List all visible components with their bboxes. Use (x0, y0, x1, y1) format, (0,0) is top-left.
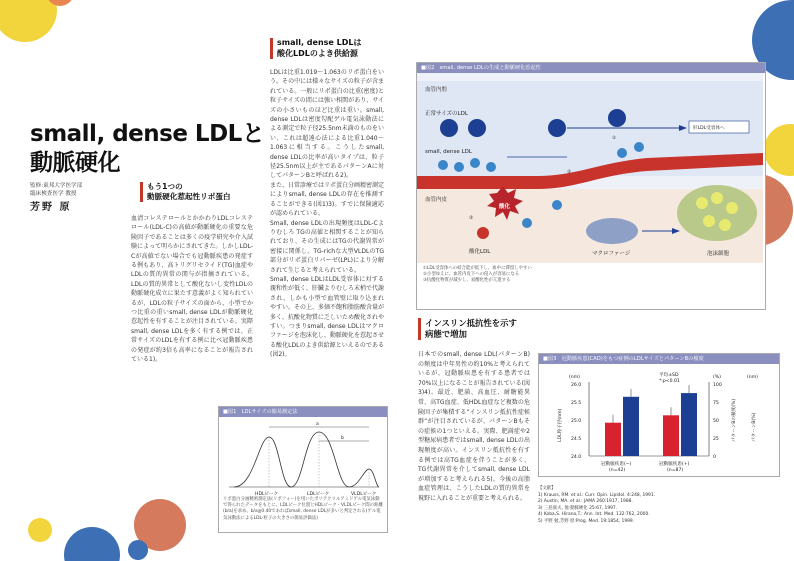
figure-2-step-2: ② (567, 170, 572, 175)
figure-3-legend-title: 平均±SD (659, 373, 679, 378)
figure-3-unit-left: (nm) (569, 375, 580, 380)
figure-1 (218, 406, 388, 533)
figure-3-bar (681, 393, 697, 456)
section2-paragraph-1: LDLは比重1.019〜1.063のリポ蛋白をいう。その中には様々なサイズの粒子が含まれている。一般にリポ蛋白の比重(密度)と粒子サイズの間には強い相関があり、サイズの小さいものほど比重は重い。small, dense LDLは密度勾配ゲル電気泳動法による測定で粒子径25.5nm未満のものをいい、これは超遠心法による比重1.040〜1.063に相当する。こうしたsmall, dense LDLの比率が高いタイプは、粒子径25.5nm以上が主であるパターンAに対してパターンBと呼ばれる2)。 (270, 69, 384, 180)
author-affiliation (30, 182, 150, 198)
section2-paragraph-3: Small, dense LDLの出現頻度はLDL-Cよりむしろ TGの高値と相関することが知られており、その生成にはTGの代謝異常が密接に関係し、TG-richな大型VLDLのTG部分がリポ蛋白リパーゼ(LPL)により分解されて生じると考えられている。 (270, 219, 384, 274)
figure-3-group-1-n: (n=42) (609, 468, 626, 473)
references (538, 486, 778, 526)
section1-body: 血清コレステロールとかかわりLDLコレステロール(LDL-C)の高値が動脈硬化の重要な危険因子であることは多くの疫学研究や介入試験によって明らかにされてきた。しかしLDL-Cが高値でない場合でも冠動脈疾患の発症する例もあり、高トリグリセライド(TG)血症やLDLの質的異常の関与が指摘されている。LDLの質的異常として酸化ないし変性LDLの動脈硬化成立に果たす意義がよく知られているが、LDLの粒子サイズの面から、小型でかつ比重の重いsmall, dense LDLが動脈硬化惹起性を有することが注目されている。実際small, dense LDLを多く有する例では、正常サイズのLDLを有する例に比べ冠動脈疾患の発症が約3倍も高率になることが報告されている1)。 (131, 215, 253, 364)
figure-2-normal-ldl-label: 正常サイズのLDL (425, 111, 468, 117)
figure-3-ylabel-left: LDL粒子径(nm) (558, 408, 563, 442)
figure-2-lumen-label: 血管内腔 (425, 87, 448, 93)
figure-3-ytick-left-2: 25.0 (571, 419, 582, 424)
figure-2-oxidation-label: 酸化 (499, 204, 511, 210)
figure-2-caption: ■図2 small, dense LDLの生成と動脈硬化惹起性 (417, 63, 765, 73)
reference-item: 4) Koba,S. Hirano,T.: Ann. Int. Med. 132:762, 2000. (538, 512, 650, 518)
figure-3-ytick-left-1: 25.5 (571, 401, 582, 406)
section3-heading-line-2: 病態で増加 (425, 329, 467, 339)
figure-3-ytick-left-4: 24.0 (571, 455, 582, 460)
figure-3-caption: ■図3 冠動脈疾患(CAD)をもつ症例のLDLサイズとパターンBの頻度 (539, 354, 779, 364)
figure-3-ytick-left-3: 24.5 (571, 437, 582, 442)
figure-3-unit-left-repeat: (nm) (747, 375, 758, 380)
reference-item: 2) Austin, MA. et al.: JAMA 260:1917, 1988. (538, 499, 633, 505)
figure-3-ytick-left-0: 26.0 (571, 383, 582, 388)
reference-item: 3) 三島康夫, 他:動脈硬化 25:67, 1997. (538, 505, 618, 511)
reference-item: 5) 平野 勉,芳野 原:Prog. Med. 19:1854, 1999. (538, 518, 635, 524)
figure-2-oxldl-label: 酸化LDL (469, 249, 491, 255)
figure-3-ylabel-right: パターンBの頻度(%) (732, 398, 737, 442)
title-line-2: 動脈硬化 (30, 150, 120, 176)
figure-3-group-1: 冠動脈疾患(−) (601, 462, 632, 467)
figure-3-bar (605, 423, 621, 456)
figure-3-bars (605, 385, 697, 456)
section2-paragraph-2: また、日常診療ではリポ蛋白分画精密測定によりsmall, dense LDLの存在を推測することができる(図1)3)。すでに保険適応が認められている。 (270, 181, 385, 218)
figure-2-foam-cell-label: 泡沫細胞 (707, 251, 730, 257)
author-name: 芳野 原 (30, 202, 72, 213)
figure-3-ytick-right-4: 0 (713, 455, 716, 460)
figure-3-yticks-left (571, 382, 581, 460)
figure-2-notes (417, 263, 765, 288)
figure-3-ytick-right-0: 100 (713, 383, 722, 388)
references-heading: 【文献】 (538, 486, 556, 491)
figure-2-note-2: ②小型ゆえに、血管内皮下への侵入が容易になる (423, 272, 520, 278)
figure-2-intima-label: 血管内皮 (425, 197, 448, 203)
figure-1-tick-vldl: VLDLピーク (351, 492, 377, 497)
section1-heading (140, 182, 267, 202)
figure-2-note-1: ①LDL受容体への結合能が低下し、血中に滞留しやすい (423, 266, 532, 271)
figure-3-chart (539, 364, 777, 476)
figure-1-note: リポ蛋白分画精密測定法(リポフォー)を用いたポリアクリルアミドゲル電気泳動で得られたデータをもとに、LDLピーク位置とHDLピーク・VLDLピーク間の距離(b/a)を求め、b/a≧0.40であればsmall, dense LDLが多いと判定される(ゲル電気泳動法によるLDL-粒子の大きさの簡易評価法) (223, 497, 383, 521)
title-line-1: small, dense LDLと (30, 121, 265, 147)
figure-3-bar (663, 415, 679, 456)
figure-3-ytick-right-1: 75 (713, 401, 719, 406)
figure-2-note-3: ③抗酸化物質が減少し、易酸化性が亢進する (423, 278, 511, 284)
article-title (30, 120, 270, 178)
affiliation-line-1: 監修:東邦大学医学部 (30, 183, 83, 189)
figure-1-tick-ldl: LDLピーク (307, 492, 330, 497)
section3-heading (418, 318, 545, 340)
figure-2-receptor-label: 肝LDL受容体へ (693, 126, 725, 131)
figure-3-group-2: 冠動脈疾患(+) (659, 462, 690, 467)
figure-1-caption: ■図1 LDLサイズの簡易測定法 (219, 407, 387, 417)
affiliation-line-2: 臨床検査医学 教授 (30, 191, 77, 197)
figure-3-ytick-right-2: 50 (713, 419, 719, 424)
figure-3-unit-right: (%) (713, 375, 721, 380)
figure-1-label-b: b (341, 436, 344, 441)
figure-3-bar (623, 397, 639, 456)
figure-2 (416, 62, 766, 310)
figure-3-yticks-right (713, 382, 722, 460)
section3-heading-line-1: インスリン抵抗性を示す (425, 318, 517, 328)
figure-1-tick-hdl: HDLピーク (255, 492, 279, 497)
figure-2-diagram (417, 73, 763, 263)
figure-3 (538, 353, 780, 477)
figure-2-step-1: ① (612, 136, 617, 141)
section2-heading (270, 38, 392, 59)
section1-heading-line-1: もう1つの (147, 182, 183, 191)
figure-2-macrophage-label: マクロファージ (592, 251, 631, 257)
figure-3-ytick-right-3: 25 (713, 437, 719, 442)
section1-heading-line-2: 動脈硬化惹起性リポ蛋白 (147, 192, 231, 201)
section2-body (270, 68, 384, 360)
figure-3-axis-right-label: パターンB(%) (752, 412, 757, 442)
section2-heading-line-2: 酸化LDLのよき供給源 (277, 48, 358, 58)
section2-heading-line-1: small, dense LDLは (277, 38, 362, 47)
figure-2-step-3: ③ (469, 216, 474, 221)
section3-body: 日本でのsmall, dense LDL(パターンB)の頻度は中年男性の約10%と考えられているが、冠動脈疾患を有する患者では70%以上になることが報告されている(図3)4)。最近、肥満、高血圧、耐糖能異常、高TG血症、低HDL血症など複数の危険因子が集積する“インスリン抵抗性症候群”が注目されているが、パターンBもその症候の1つといえる。実際、肥満症や2型糖尿病患者ではsmall, dense LDLの出現頻度が高い。インスリン抵抗性を有する例では高TG血症を伴うことが多く、TG代謝異常を介してsmall, dense LDLが増加すると考えられる5)。今後の高脂血症管理は、こうしたLDLの質的異常を視野に入れることが重要と考えられる。 (418, 351, 530, 502)
figure-2-small-ldl-label: small, dense LDL (425, 149, 472, 155)
figure-3-group-2-n: (n=87) (667, 468, 684, 473)
figure-1-label-a: a (316, 422, 319, 427)
reference-item: 1) Krauss, RM. et al.: Curr. Opin. Lipidol. 4:248, 1991. (538, 492, 656, 498)
figure-1-electrophoresis-plot (219, 417, 385, 497)
section2-paragraph-4: Small, dense LDLはLDL受容体に対する親和性が低く、肝臓よりむしろ末梢で代謝され、しかも小型で血管壁に取り込まれやすい。その上、多価不飽和脂肪酸含量が多く、抗酸化物質に乏しいため酸化されやすい。つまりsmall, dense LDLはマクロファージを泡沫化し、動脈硬化を惹起させる酸化LDLのよき供給源といえるのである(図2)。 (270, 275, 385, 359)
figure-3-legend-significance: *:p<0.01 (659, 379, 680, 384)
